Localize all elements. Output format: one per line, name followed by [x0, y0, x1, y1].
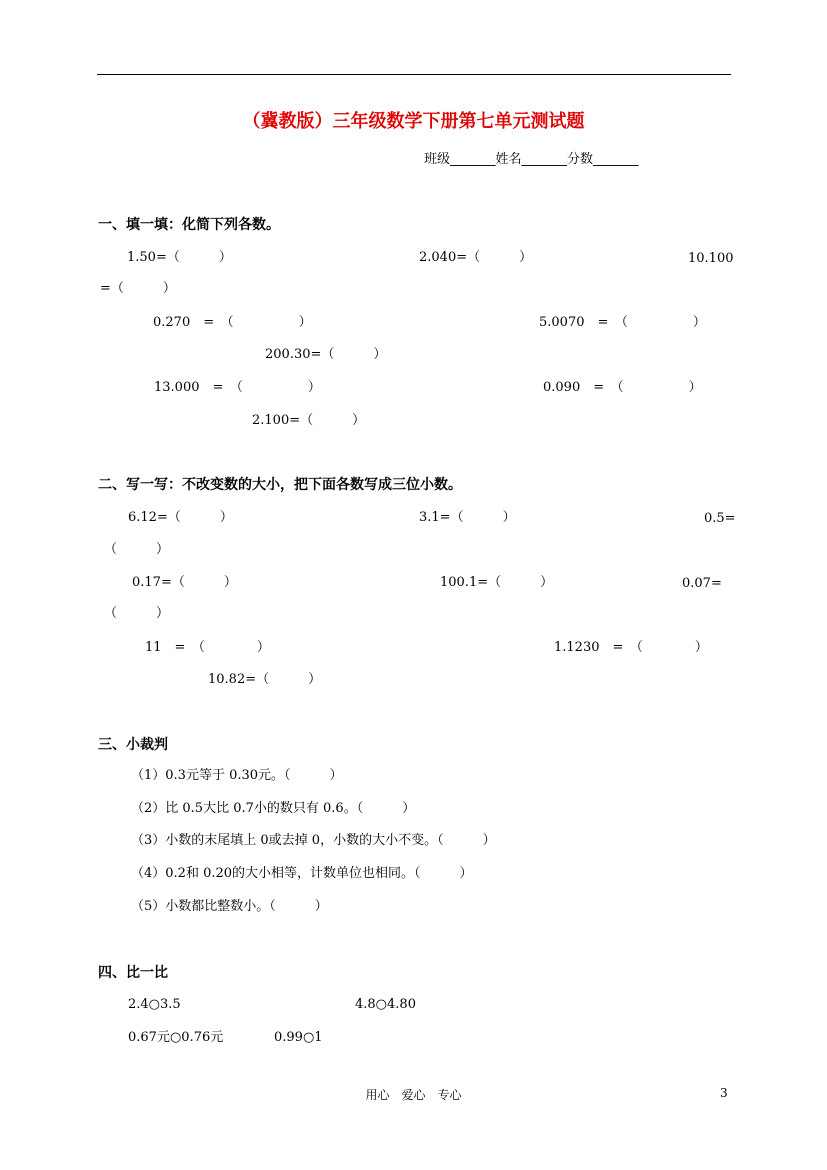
- s3-item-2: （2）比 0.5大比 0.7小的数只有 0.6。（ ）: [131, 801, 416, 816]
- s1-item-7: 13.000 = （ ）: [154, 380, 321, 395]
- s3-item-5: （5）小数都比整数小。（ ）: [131, 899, 328, 914]
- s2-item-1: 6.12=（ ）: [128, 510, 233, 525]
- s2-item-4: 0.17=（ ）: [132, 575, 237, 590]
- s1-item-3-cont: =（ ）: [100, 281, 176, 296]
- s4-item-3: 0.67元○0.76元: [128, 1030, 224, 1045]
- section1-heading: 一、填一填：化简下列各数。: [98, 217, 280, 233]
- s3-item-4: （4）0.2和 0.20的大小相等，计数单位也相同。（ ）: [131, 866, 473, 881]
- s3-item-3: （3）小数的末尾填上 0或去掉 0，小数的大小不变。（ ）: [131, 833, 496, 848]
- section4-heading: 四、比一比: [98, 965, 168, 981]
- s2-item-3-cont: （ ）: [104, 542, 170, 557]
- page-footer: 用心 爱心 专心: [365, 1088, 462, 1102]
- s4-item-1: 2.4○3.5: [128, 997, 181, 1012]
- s2-item-6-cont: （ ）: [104, 606, 170, 621]
- section2-heading: 二、写一写：不改变数的大小，把下面各数写成三位小数。: [98, 477, 462, 493]
- page-number: 3: [720, 1086, 728, 1100]
- s4-item-4: 0.99○1: [274, 1030, 323, 1045]
- s1-item-9: 2.100=（ ）: [252, 413, 366, 428]
- s2-item-5: 100.1=（ ）: [440, 575, 554, 590]
- s4-item-2: 4.8○4.80: [355, 997, 416, 1012]
- s2-item-3: 0.5=: [704, 511, 736, 526]
- s1-item-1: 1.50=（ ）: [127, 250, 232, 265]
- s1-item-8: 0.090 = （ ）: [543, 380, 702, 395]
- s1-item-3: 10.100: [688, 251, 734, 266]
- s3-item-1: （1）0.3元等于 0.30元。（ ）: [131, 768, 343, 783]
- s2-item-7: 11 = （ ）: [145, 640, 270, 655]
- s2-item-8: 1.1230 = （ ）: [554, 640, 708, 655]
- s1-item-5: 5.0070 = （ ）: [539, 315, 706, 330]
- s2-item-9: 10.82=（ ）: [208, 672, 322, 687]
- s2-item-2: 3.1=（ ）: [419, 510, 516, 525]
- section3-heading: 三、小裁判: [98, 737, 168, 753]
- s1-item-4: 0.270 = （ ）: [153, 315, 312, 330]
- s2-item-6: 0.07=: [682, 576, 722, 591]
- s1-item-6: 200.30=（ ）: [265, 347, 387, 362]
- student-info: 班级_______姓名_______分数_______: [424, 152, 639, 167]
- s1-item-2: 2.040=（ ）: [419, 250, 533, 265]
- page-title: （冀教版）三年级数学下册第七单元测试题: [242, 111, 585, 132]
- header-rule: [97, 74, 731, 75]
